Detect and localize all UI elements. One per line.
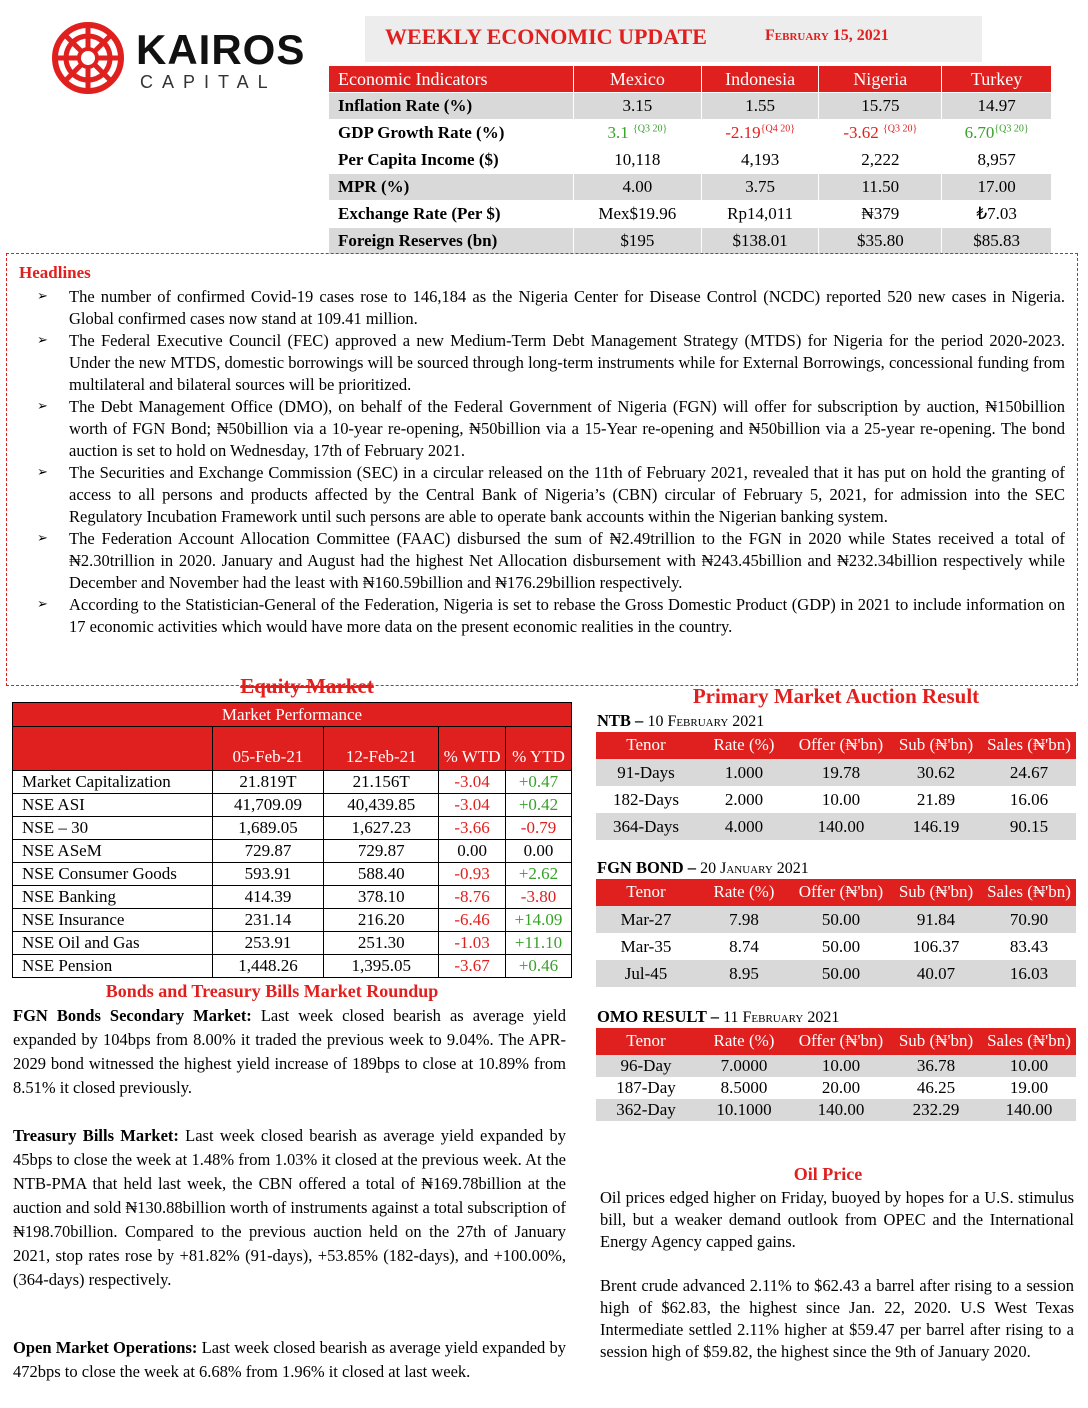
eq-prev: 41,709.09 (212, 794, 324, 817)
indicator-value: -3.62 $^{\{Q3 20\}}$ (819, 120, 942, 147)
auction-col-header: Rate (%) (696, 1028, 792, 1055)
indicator-value: 3.75 (701, 174, 819, 201)
eq-curr: 1,395.05 (324, 955, 439, 978)
auction-cell: 140.00 (792, 813, 890, 840)
indicators-header: Economic Indicators (329, 66, 574, 93)
indicator-value: 14.97 (942, 93, 1052, 120)
country-header-mexico: Mexico (573, 66, 701, 93)
auction-cell: 7.98 (696, 906, 792, 933)
eq-wtd: -3.67 (439, 955, 506, 978)
auction-col-header: Rate (%) (696, 879, 792, 906)
oil-paragraph-2: Brent crude advanced 2.11% to $62.43 a barrel after rising to a session high of $62.83, the highest since Jan. 22, 2020. U.S West Texas Intermediate settled 2.11% higher at $59.47 per barrel after rising to a session high of $59.82, the highest since the 9th of January 2020. (600, 1276, 1074, 1361)
auction-cell: 232.29 (890, 1099, 982, 1121)
auction-cell: 90.15 (982, 813, 1076, 840)
auction-cell: 50.00 (792, 906, 890, 933)
indicator-value: 1.55 (701, 93, 819, 120)
indicator-value: Rp14,011 (701, 201, 819, 228)
treasury-bills-label: Treasury Bills Market: (13, 1126, 179, 1145)
indicator-value: $195 (573, 228, 701, 255)
eq-ytd: -0.79 (506, 817, 572, 840)
auction-cell: 362-Day (596, 1099, 696, 1121)
indicator-value: ₦379 (819, 201, 942, 228)
equity-row (13, 886, 572, 909)
indicator-value: 3.15 (573, 93, 701, 120)
headlines-box (6, 253, 1078, 686)
auction-cell: 30.62 (890, 759, 982, 786)
eq-ytd: +0.47 (506, 771, 572, 794)
auction-cell: 106.37 (912, 936, 960, 956)
eq-prev: 593.91 (212, 863, 324, 886)
treasury-bills-paragraph (13, 1124, 566, 1292)
auction-cell: 10.00 (792, 1055, 890, 1077)
eq-name: NSE ASI (13, 794, 213, 817)
auction-cell: 8.95 (696, 960, 792, 987)
eq-wtd: -0.93 (439, 863, 506, 886)
auction-cell: Jul-45 (596, 960, 696, 987)
eq-prev: 1,689.05 (212, 817, 324, 840)
indicator-row (329, 228, 1052, 255)
auction-col-header: Offer (₦'bn) (792, 732, 890, 759)
auction-row (596, 933, 1076, 960)
auction-cell: 19.00 (1009, 1078, 1049, 1097)
country-header-turkey: Turkey (942, 66, 1052, 93)
omo-text: Last week closed bearish as average yield expanded by 472bps to close the week at 6.68% from 1.96% it closed at last week. (13, 1338, 567, 1381)
equity-row (13, 840, 572, 863)
ntb-auction-table (596, 732, 1076, 840)
country-header-indonesia: Indonesia (701, 66, 819, 93)
auction-col-header: Tenor (596, 732, 696, 759)
auction-cell: 7.0000 (696, 1055, 792, 1077)
eq-col-wtd: % WTD (439, 727, 506, 771)
indicator-row (329, 93, 1052, 120)
auction-cell: 36.78 (890, 1055, 982, 1077)
headline-item: ➢ The Federation Account Allocation Committee (FAAC) disbursed the sum of ₦2.49trillion to the FGN in 2020 while States received a total of ₦2.30trillion in 2020. January and August had the highest Net Allocation disbursement with ₦243.45billion and ₦232.34billion respectively while December and November had the least with ₦160.59billion and ₦176.29billion respectively. (35, 528, 1065, 594)
indicator-value: 3.1 $^{\{Q3 20\}}$ (573, 120, 701, 147)
eq-name: NSE – 30 (13, 817, 213, 840)
indicator-value: 2,222 (819, 147, 942, 174)
market-performance-table (12, 702, 572, 978)
ntb-label: NTB – 10 February 2021 (597, 711, 765, 730)
omo-label: Open Market Operations: (13, 1338, 198, 1357)
auction-cell: 91.84 (890, 906, 982, 933)
eq-prev: 231.14 (212, 909, 324, 932)
auction-cell: 364-Days (596, 813, 696, 840)
eq-col-ytd: % YTD (506, 727, 572, 771)
auction-cell: 16.06 (1009, 789, 1049, 809)
auction-cell: 2.000 (724, 789, 764, 809)
eq-name: NSE Consumer Goods (13, 863, 213, 886)
auction-cell: 50.00 (821, 936, 861, 956)
indicator-value: $6.70^{\{Q3 20\}}$ (942, 120, 1052, 147)
auction-col-header: Sales (₦'bn) (982, 732, 1076, 759)
auction-row (596, 786, 1076, 813)
bonds-roundup-title: Bonds and Treasury Bills Market Roundup (105, 981, 439, 1001)
fgn-bonds-paragraph (13, 1004, 566, 1100)
auction-cell: 1.000 (696, 759, 792, 786)
headline-item: ➢ The Securities and Exchange Commission (SEC) in a circular released on the 11th of February 2021, revealed that it has put on hold the granting of access to all persons and products affected by the Central Bank of Nigeria’s (CBN) circular of February 5, 2021, for admission into the SEC Regulatory Incubation Framework until such persons are able to operate bank accounts within the Nigerian banking system. (35, 462, 1065, 528)
indicator-row (329, 147, 1052, 174)
eq-prev: 729.87 (212, 840, 324, 863)
indicator-value: Mex$19.96 (573, 201, 701, 228)
equity-market-title: Equity Market (240, 674, 374, 698)
logo-subtitle: CAPITAL (140, 72, 277, 92)
fgn-bond-auction-table (596, 879, 1076, 987)
eq-ytd: 0.00 (506, 840, 572, 863)
auction-col-header: Offer (₦'bn) (792, 879, 890, 906)
treasury-bills-text: Last week closed bearish as average yield expanded by 45bps to close the week at 1.48% from 1.03% it closed at the previous week. At the NTB-PMA that held last week, the CBN offered a total of ₦169.78billion at the auction and sold ₦130.88billion worth of instruments against a total subscription of ₦198.70billion. Compared to the previous auction held on the 27th of January 2021, stop rates rose by +81.82% (91-days), +53.85% (182-days), and +100.00%, (364-days) respectively. (13, 1126, 567, 1289)
headline-item: ➢ According to the Statistician-General of the Federation, Nigeria is set to rebase the Gross Domestic Product (GDP) in 2021 to include information on 17 economic activities which would have more data on the present economic realities in the country. (35, 594, 1065, 638)
eq-wtd: 0.00 (439, 840, 506, 863)
equity-row (13, 771, 572, 794)
auction-row (596, 1077, 1076, 1099)
auction-cell: 46.25 (916, 1078, 956, 1097)
auction-cell: 40.07 (890, 960, 982, 987)
auction-cell: 20.00 (821, 1078, 861, 1097)
indicator-value: ₺7.03 (942, 201, 1052, 228)
eq-wtd: -6.46 (439, 909, 506, 932)
eq-curr: 729.87 (324, 840, 439, 863)
auction-cell: 24.67 (982, 759, 1076, 786)
eq-prev: 414.39 (212, 886, 324, 909)
eq-name: Market Capitalization (13, 771, 213, 794)
indicator-label: Foreign Reserves (bn) (329, 228, 574, 255)
logo-wordmark: KAIROS (136, 26, 306, 73)
auction-cell: 91-Days (596, 759, 696, 786)
equity-row (13, 909, 572, 932)
omo-paragraph (13, 1336, 566, 1384)
eq-curr: 216.20 (324, 909, 439, 932)
auction-cell: 21.89 (916, 789, 956, 809)
equity-row (13, 863, 572, 886)
fgn-bonds-label: FGN Bonds Secondary Market: (13, 1006, 252, 1025)
auction-row (596, 1055, 1076, 1077)
market-performance-title: Market Performance (13, 703, 572, 727)
indicator-row (329, 201, 1052, 228)
eq-ytd: +2.62 (506, 863, 572, 886)
indicator-label: Inflation Rate (%) (329, 93, 574, 120)
eq-curr: 40,439.85 (324, 794, 439, 817)
eq-wtd: -3.04 (439, 771, 506, 794)
indicator-row (329, 120, 1052, 147)
eq-col-curr: 12-Feb-21 (324, 727, 439, 771)
indicator-value: 8,957 (942, 147, 1052, 174)
indicator-value: 15.75 (819, 93, 942, 120)
auction-cell: 4.000 (696, 813, 792, 840)
auction-row (596, 759, 1076, 786)
indicator-value: 10,118 (573, 147, 701, 174)
eq-curr: 251.30 (324, 932, 439, 955)
indicator-value: 17.00 (942, 174, 1052, 201)
auction-cell: 19.78 (792, 759, 890, 786)
eq-prev: 1,448.26 (212, 955, 324, 978)
eq-ytd: +11.10 (506, 932, 572, 955)
eq-col-name (13, 727, 213, 771)
indicator-value: $-2.19^{\{Q4 20\}}$ (701, 120, 819, 147)
auction-cell: 96-Day (596, 1055, 696, 1077)
auction-col-header: Sales (₦'bn) (982, 1028, 1076, 1055)
eq-wtd: -8.76 (439, 886, 506, 909)
eq-name: NSE ASeM (13, 840, 213, 863)
report-title: WEEKLY ECONOMIC UPDATE (385, 24, 707, 49)
equity-row (13, 955, 572, 978)
indicator-value: 4,193 (701, 147, 819, 174)
auction-row (596, 960, 1076, 987)
auction-row (596, 906, 1076, 933)
indicator-value: 4.00 (573, 174, 701, 201)
equity-row (13, 817, 572, 840)
equity-row (13, 794, 572, 817)
auction-col-header: Sales (₦'bn) (982, 879, 1076, 906)
auction-col-header: Rate (%) (696, 732, 792, 759)
eq-curr: 21.156T (324, 771, 439, 794)
indicator-value: $85.83 (942, 228, 1052, 255)
kairos-emblem-icon (52, 22, 124, 94)
headline-item: ➢ The Debt Management Office (DMO), on behalf of the Federal Government of Nigeria (FGN) will offer for subscription by auction, ₦150billion worth of FGN Bond; ₦50billion via a 10-year re-opening, ₦50billion via a 15-Year re-opening and ₦50billion via a 25-year re-opening. The bond auction is set to hold on Wednesday, 17th of February 2021. (35, 396, 1065, 462)
eq-ytd: +0.46 (506, 955, 572, 978)
auction-cell: 10.00 (982, 1055, 1076, 1077)
equity-row (13, 932, 572, 955)
auction-cell: 50.00 (792, 960, 890, 987)
report-banner (365, 16, 982, 62)
eq-prev: 253.91 (212, 932, 324, 955)
auction-cell: Mar-35 (620, 936, 672, 956)
indicator-row (329, 174, 1052, 201)
oil-paragraph-1: Oil prices edged higher on Friday, buoyed by hopes for a U.S. stimulus bill, but a weaker demand outlook from OPEC and the International Energy Agency capped gains. (600, 1188, 1074, 1251)
eq-curr: 1,627.23 (324, 817, 439, 840)
country-header-nigeria: Nigeria (819, 66, 942, 93)
auction-cell: 10.00 (821, 789, 861, 809)
eq-name: NSE Oil and Gas (13, 932, 213, 955)
indicator-value: $35.80 (819, 228, 942, 255)
auction-cell: 8.5000 (720, 1078, 768, 1097)
auction-col-header: Tenor (596, 879, 696, 906)
eq-wtd: -3.66 (439, 817, 506, 840)
economic-indicators-table (328, 65, 1052, 255)
indicator-value: $138.01 (701, 228, 819, 255)
eq-name: NSE Banking (13, 886, 213, 909)
eq-prev: 21.819T (212, 771, 324, 794)
company-logo (52, 22, 342, 94)
oil-price-title: Oil Price (793, 1164, 863, 1184)
headline-item: ➢ The number of confirmed Covid-19 cases rose to 146,184 as the Nigeria Center for Disease Control (NCDC) reported 520 new cases in Nigeria. Global confirmed cases now stand at 109.41 million. (35, 286, 1065, 330)
eq-name: NSE Insurance (13, 909, 213, 932)
headlines-title: Headlines (19, 263, 91, 282)
indicator-label: Per Capita Income ($) (329, 147, 574, 174)
auction-row (596, 813, 1076, 840)
auction-col-header: Sub (₦'bn) (890, 1028, 982, 1055)
eq-ytd: +0.42 (506, 794, 572, 817)
eq-ytd: -3.80 (506, 886, 572, 909)
indicator-label: MPR (%) (329, 174, 574, 201)
primary-market-title: Primary Market Auction Result (692, 684, 980, 708)
auction-cell: 182-Days (612, 789, 680, 809)
auction-cell: 16.03 (982, 960, 1076, 987)
auction-row (596, 1099, 1076, 1121)
auction-cell: 140.00 (982, 1099, 1076, 1121)
eq-name: NSE Pension (13, 955, 213, 978)
auction-col-header: Tenor (596, 1028, 696, 1055)
auction-cell: 140.00 (792, 1099, 890, 1121)
auction-cell: 187-Day (616, 1078, 676, 1097)
report-date: February 15, 2021 (765, 27, 889, 44)
auction-col-header: Sub (₦'bn) (890, 732, 982, 759)
eq-ytd: +14.09 (506, 909, 572, 932)
eq-curr: 378.10 (324, 886, 439, 909)
auction-cell: 146.19 (890, 813, 982, 840)
headline-item: ➢ The Federal Executive Council (FEC) approved a new Medium-Term Debt Management Strategy (MTDS) for Nigeria for the period 2020-2023. Under the new MTDS, domestic borrowings will be sourced through long-term instruments while for External Borrowings, concessional funding from multilateral and bilateral sources will be prioritized. (35, 330, 1065, 396)
fgn-bond-label: FGN BOND – 20 January 2021 (597, 858, 809, 877)
indicator-label: Exchange Rate (Per $) (329, 201, 574, 228)
headlines-list (35, 286, 1065, 638)
omo-result-table (596, 1028, 1076, 1121)
auction-cell: 10.1000 (696, 1099, 792, 1121)
eq-col-prev: 05-Feb-21 (212, 727, 324, 771)
eq-curr: 588.40 (324, 863, 439, 886)
auction-cell: 83.43 (1009, 936, 1049, 956)
auction-col-header: Sub (₦'bn) (890, 879, 982, 906)
omo-result-label: OMO RESULT – 11 February 2021 (597, 1007, 840, 1026)
indicator-value: 11.50 (819, 174, 942, 201)
indicator-label: GDP Growth Rate (%) (329, 120, 574, 147)
auction-cell: Mar-27 (596, 906, 696, 933)
auction-cell: 8.74 (729, 936, 759, 956)
eq-wtd: -3.04 (439, 794, 506, 817)
eq-wtd: -1.03 (439, 932, 506, 955)
fgn-bonds-text: Last week closed bearish as average yield expanded by 104bps from 8.00% it traded the previous week to 9.04%. The APR-2029 bond witnessed the highest yield increase of 189bps to close at 10.89% from 8.51% it closed previously. (13, 1006, 567, 1097)
auction-col-header: Offer (₦'bn) (792, 1028, 890, 1055)
auction-cell: 70.90 (982, 906, 1076, 933)
